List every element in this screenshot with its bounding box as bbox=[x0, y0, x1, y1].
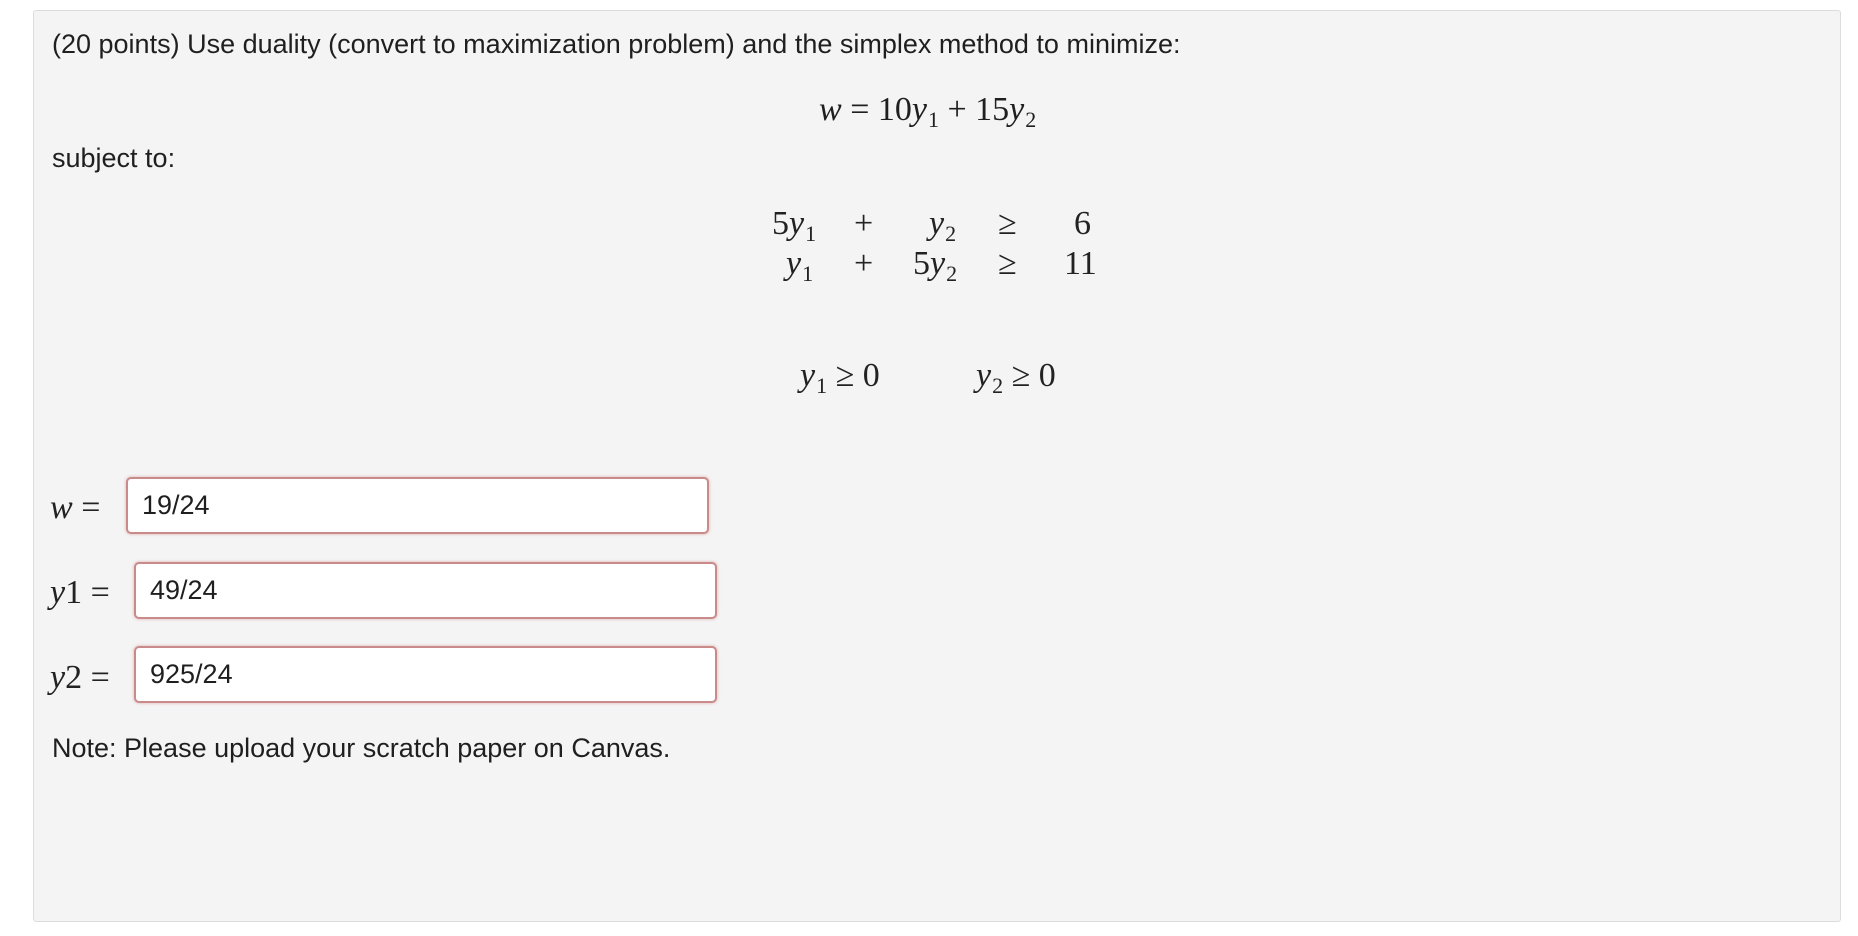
constraint-op: + bbox=[854, 205, 874, 242]
constraint-relation: ≥ bbox=[998, 245, 1017, 282]
constraint-term2: $5y_2$ bbox=[913, 245, 958, 286]
constraint-term1: $5y_1$ bbox=[772, 205, 817, 246]
objective-term2-coef: 15 bbox=[975, 91, 1010, 128]
nonneg-y2: $y_2 \ge 0$ bbox=[976, 357, 1056, 398]
constraint-relation: ≥ bbox=[998, 205, 1017, 242]
objective-lhs: w bbox=[819, 91, 842, 128]
answer-y2-label: y2 = bbox=[50, 659, 110, 696]
constraint-rhs: 11 bbox=[1064, 245, 1097, 282]
question-prompt: (20 points) Use duality (convert to maximization problem) and the simplex method to minimize: bbox=[52, 29, 1181, 59]
answer-y2-input[interactable] bbox=[134, 646, 717, 703]
objective-equals: = bbox=[850, 91, 870, 128]
answer-y1-input[interactable] bbox=[134, 562, 717, 619]
subject-to-label: subject to: bbox=[52, 143, 176, 173]
nonneg-y1: $y_1 \ge 0$ bbox=[800, 357, 880, 398]
objective-term2-var: y bbox=[1009, 91, 1025, 128]
constraint-op: + bbox=[854, 245, 874, 282]
note-text: Note: Please upload your scratch paper on Canvas. bbox=[52, 733, 671, 763]
objective-term1-var: y bbox=[911, 91, 927, 128]
question-panel bbox=[33, 10, 1841, 922]
objective-term2-sub: 2 bbox=[1025, 107, 1037, 132]
answer-w-input[interactable] bbox=[126, 477, 709, 534]
constraint-rhs: 6 bbox=[1074, 205, 1091, 242]
objective-function bbox=[819, 91, 1036, 133]
answer-y1-label: y1 = bbox=[50, 574, 110, 611]
objective-term1-coef: 10 bbox=[877, 91, 912, 128]
objective-plus: + bbox=[947, 91, 967, 128]
constraint-term1: $y_1$ bbox=[786, 245, 814, 286]
objective-term1-sub: 1 bbox=[927, 107, 939, 132]
constraint-term2: $y_2$ bbox=[929, 205, 957, 246]
answer-w-label: w = bbox=[50, 489, 101, 526]
